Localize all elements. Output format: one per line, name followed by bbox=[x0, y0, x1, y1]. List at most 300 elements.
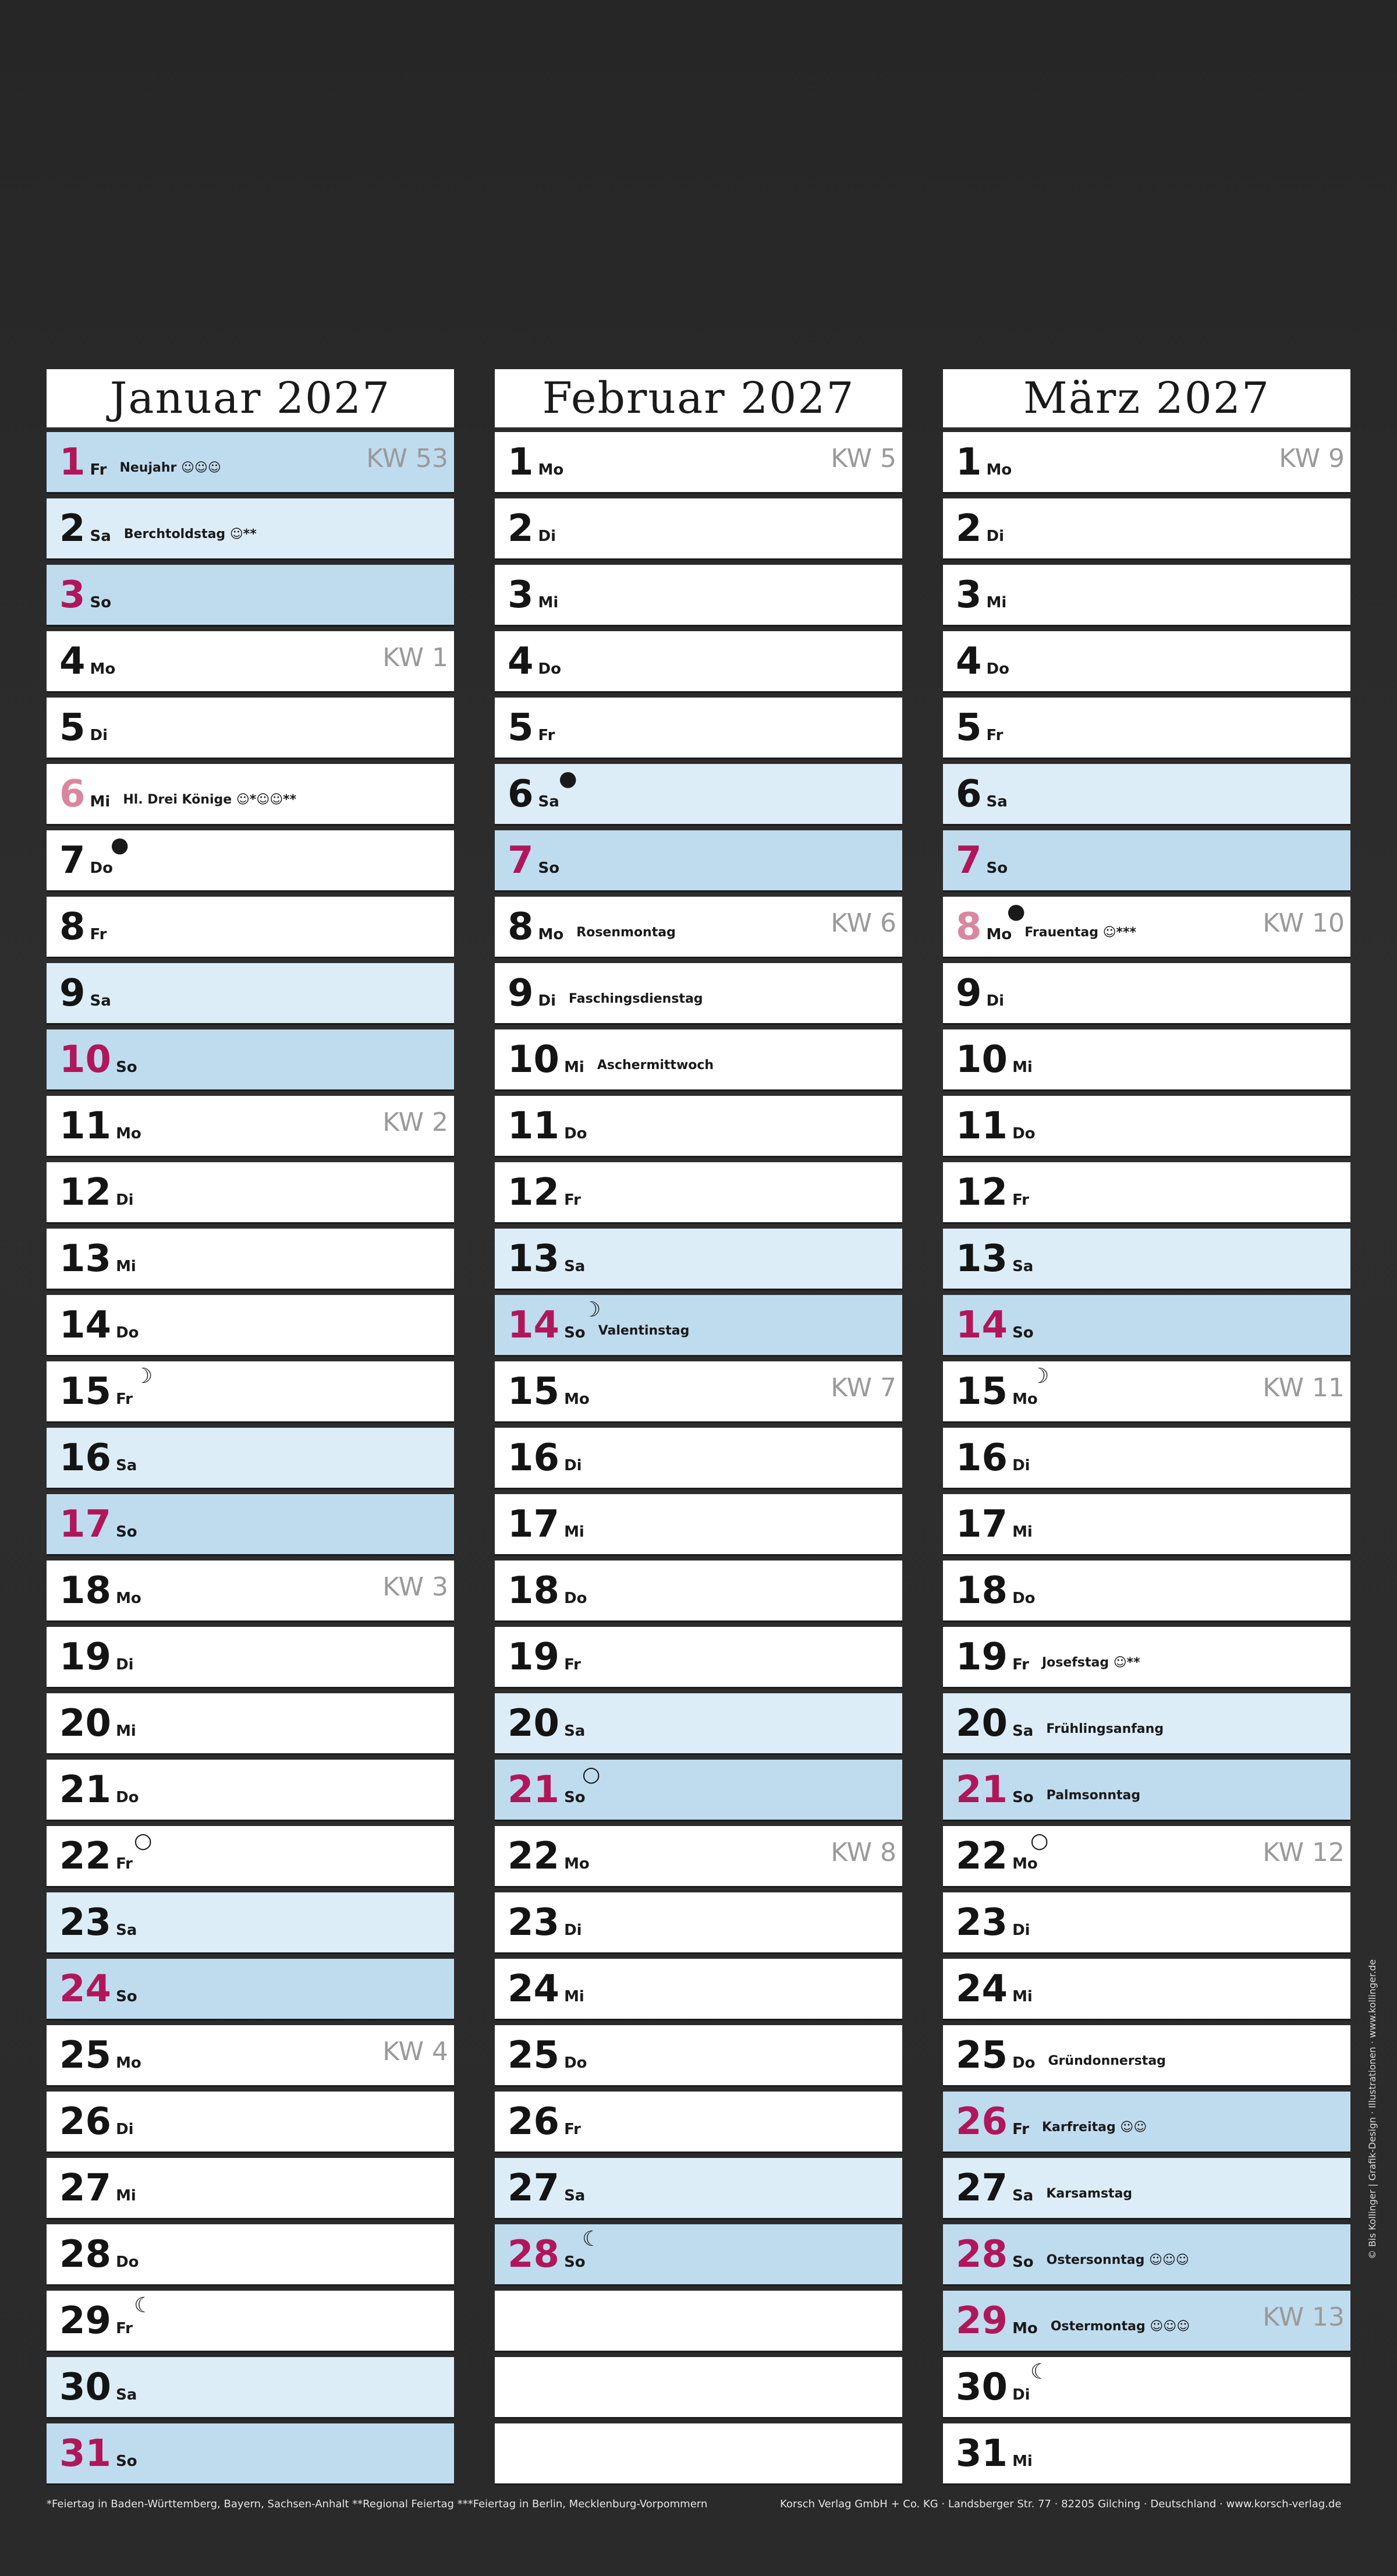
weekday-label: Mi bbox=[1012, 1058, 1033, 1076]
weekday-label: So bbox=[116, 1523, 137, 1541]
weekday-label: So bbox=[1012, 1788, 1034, 1806]
day-number: 13 bbox=[508, 1237, 560, 1280]
day-row bbox=[943, 2158, 1350, 2220]
holiday-note: Frauentag ☺*** bbox=[1024, 925, 1137, 940]
day-row bbox=[47, 1693, 454, 1755]
day-number: 18 bbox=[956, 1569, 1008, 1612]
day-number: 23 bbox=[508, 1901, 560, 1944]
weekday-label: Sa bbox=[564, 1257, 586, 1275]
day-row bbox=[943, 1428, 1350, 1489]
moon-phase-icon: ☾ bbox=[1030, 2360, 1049, 2384]
day-number: 1 bbox=[508, 440, 534, 484]
day-number: 11 bbox=[508, 1104, 560, 1148]
calendar-week-label: KW 5 bbox=[831, 444, 896, 473]
day-row bbox=[943, 1826, 1350, 1888]
day-number: 7 bbox=[508, 838, 534, 882]
day-number: 8 bbox=[956, 905, 982, 949]
month-column bbox=[47, 369, 454, 2490]
day-row bbox=[47, 2025, 454, 2087]
day-row bbox=[943, 432, 1350, 494]
weekday-label: Mi bbox=[116, 1257, 136, 1275]
day-row bbox=[943, 1295, 1350, 1357]
day-number: 1 bbox=[956, 440, 982, 484]
day-number: 20 bbox=[508, 1701, 560, 1745]
day-row bbox=[943, 1693, 1350, 1755]
day-row bbox=[495, 1295, 902, 1357]
weekday-label: Fr bbox=[1012, 1655, 1029, 1673]
day-number: 19 bbox=[508, 1635, 560, 1679]
weekday-label: So bbox=[986, 859, 1008, 877]
day-number: 17 bbox=[508, 1502, 560, 1546]
day-number: 27 bbox=[956, 2166, 1008, 2210]
weekday-label: So bbox=[564, 2253, 586, 2271]
weekday-label: So bbox=[116, 1987, 137, 2005]
day-row bbox=[495, 1096, 902, 1158]
day-number: 23 bbox=[956, 1901, 1008, 1944]
day-row bbox=[495, 1826, 902, 1888]
weekday-label: Mo bbox=[116, 2054, 141, 2072]
holiday-note: Valentinstag bbox=[598, 1324, 690, 1338]
design-credit: © Bis Kollinger | Grafik-Design · Illustrationen · www.kollinger.de bbox=[1367, 1959, 1378, 2259]
weekday-label: So bbox=[116, 1058, 137, 1076]
day-number: 31 bbox=[956, 2432, 1008, 2475]
moon-phase-icon: ☽ bbox=[1030, 1364, 1049, 1388]
day-number: 4 bbox=[508, 639, 534, 683]
weekday-label: Mi bbox=[564, 1058, 584, 1076]
moon-phase-icon: ☾ bbox=[134, 2294, 153, 2317]
day-row bbox=[495, 764, 902, 826]
day-row bbox=[943, 1959, 1350, 2021]
weekday-label: Di bbox=[90, 726, 108, 744]
weekday-label: Mi bbox=[1012, 1987, 1033, 2005]
day-row bbox=[943, 1627, 1350, 1689]
day-number: 28 bbox=[956, 2232, 1008, 2276]
weekday-label: Sa bbox=[90, 527, 111, 545]
weekday-label: So bbox=[564, 1788, 586, 1806]
holiday-note: Palmsonntag bbox=[1046, 1788, 1141, 1803]
day-number: 6 bbox=[956, 772, 982, 816]
weekday-label: Mi bbox=[90, 792, 111, 811]
day-number: 13 bbox=[59, 1237, 112, 1280]
moon-phase-icon: ☽ bbox=[134, 1364, 153, 1388]
calendar-week-label: KW 9 bbox=[1279, 444, 1345, 473]
day-row bbox=[943, 1029, 1350, 1091]
day-number: 2 bbox=[956, 507, 982, 550]
day-number: 8 bbox=[59, 905, 86, 949]
weekday-label: Mo bbox=[116, 1589, 141, 1607]
day-number: 14 bbox=[956, 1303, 1008, 1347]
day-row bbox=[47, 1229, 454, 1290]
day-row bbox=[943, 764, 1350, 826]
day-row bbox=[943, 698, 1350, 759]
weekday-label: Fr bbox=[90, 925, 107, 943]
weekday-label: Mo bbox=[90, 660, 116, 678]
holiday-note: Faschingsdienstag bbox=[569, 992, 703, 1006]
weekday-label: Mi bbox=[116, 1722, 136, 1740]
weekday-label: Sa bbox=[116, 2386, 137, 2404]
day-row bbox=[495, 432, 902, 494]
day-number: 9 bbox=[59, 971, 86, 1015]
day-number: 2 bbox=[59, 507, 86, 550]
weekday-label: Di bbox=[564, 1456, 582, 1474]
day-row bbox=[47, 1494, 454, 1556]
day-row bbox=[495, 1959, 902, 2021]
day-number: 9 bbox=[956, 971, 982, 1015]
weekday-label: Mo bbox=[1012, 2319, 1038, 2337]
weekday-label: So bbox=[1012, 1324, 1034, 1342]
weekday-label: Di bbox=[116, 2120, 134, 2138]
day-row bbox=[495, 2224, 902, 2286]
day-number: 21 bbox=[508, 1768, 560, 1811]
day-number: 3 bbox=[59, 573, 86, 617]
weekday-label: Mo bbox=[986, 925, 1012, 943]
day-number: 26 bbox=[59, 2100, 112, 2143]
moon-phase-icon: ● bbox=[1007, 900, 1026, 923]
day-row bbox=[47, 498, 454, 560]
day-row bbox=[495, 1162, 902, 1224]
weekday-label: Sa bbox=[1012, 1722, 1034, 1740]
day-number: 6 bbox=[59, 772, 86, 816]
holiday-note: Karsamstag bbox=[1046, 2186, 1133, 2201]
day-row bbox=[495, 1428, 902, 1489]
weekday-label: Fr bbox=[90, 461, 107, 479]
weekday-label: Do bbox=[116, 1324, 139, 1342]
day-number: 3 bbox=[508, 573, 534, 617]
day-number: 27 bbox=[59, 2166, 112, 2210]
day-number: 11 bbox=[956, 1104, 1008, 1148]
day-number: 16 bbox=[59, 1436, 112, 1480]
day-number: 29 bbox=[956, 2299, 1008, 2343]
day-row bbox=[47, 1162, 454, 1224]
day-row bbox=[47, 2291, 454, 2352]
day-number: 27 bbox=[508, 2166, 560, 2210]
day-number: 1 bbox=[59, 440, 86, 484]
day-row bbox=[47, 1029, 454, 1091]
day-number: 13 bbox=[956, 1237, 1008, 1280]
weekday-label: Di bbox=[116, 1191, 134, 1209]
weekday-label: Do bbox=[564, 2054, 587, 2072]
weekday-label: Do bbox=[1012, 2054, 1036, 2072]
holiday-note: Ostersonntag ☺☺☺ bbox=[1046, 2253, 1189, 2267]
day-number: 17 bbox=[956, 1502, 1008, 1546]
weekday-label: Fr bbox=[116, 1855, 133, 1873]
weekday-label: Di bbox=[538, 992, 556, 1010]
weekday-label: Mo bbox=[564, 1855, 590, 1873]
day-number: 5 bbox=[956, 706, 982, 749]
weekday-label: Do bbox=[986, 660, 1009, 678]
moon-phase-icon: ☽ bbox=[582, 1298, 601, 1322]
calendar-week-label: KW 4 bbox=[382, 2037, 448, 2067]
holiday-note: Frühlingsanfang bbox=[1046, 1722, 1164, 1736]
day-number: 20 bbox=[59, 1701, 112, 1745]
weekday-label: Di bbox=[1012, 1921, 1030, 1939]
day-number: 14 bbox=[508, 1303, 560, 1347]
weekday-label: So bbox=[1012, 2253, 1034, 2271]
day-number: 28 bbox=[508, 2232, 560, 2276]
weekday-label: So bbox=[90, 593, 112, 611]
day-number: 22 bbox=[956, 1834, 1008, 1878]
month-title: Februar 2027 bbox=[495, 369, 902, 427]
weekday-label: Mi bbox=[564, 1523, 584, 1541]
day-number: 26 bbox=[956, 2100, 1008, 2143]
day-row bbox=[943, 498, 1350, 560]
holiday-note: Josefstag ☺** bbox=[1041, 1655, 1140, 1670]
moon-phase-icon: ☾ bbox=[582, 2227, 601, 2251]
day-number: 24 bbox=[956, 1967, 1008, 2011]
day-row bbox=[943, 565, 1350, 627]
weekday-label: Sa bbox=[1012, 1257, 1034, 1275]
weekday-label: Sa bbox=[538, 792, 559, 811]
weekday-label: Fr bbox=[1012, 2120, 1029, 2138]
day-row bbox=[47, 764, 454, 826]
day-row bbox=[495, 631, 902, 693]
day-number: 15 bbox=[508, 1370, 560, 1413]
weekday-label: Do bbox=[116, 2253, 139, 2271]
day-number: 2 bbox=[508, 507, 534, 550]
footer-notes: *Feiertag in Baden-Württemberg, Bayern, Sachsen-Anhalt **Regional Feiertag ***Feiertag in Berlin, Mecklenburg-Vorpommern bbox=[47, 2498, 708, 2510]
holiday-note: Berchtoldstag ☺** bbox=[123, 527, 257, 542]
day-row bbox=[495, 2025, 902, 2087]
day-number: 5 bbox=[508, 706, 534, 749]
weekday-label: Mi bbox=[1012, 2452, 1033, 2470]
day-number: 16 bbox=[956, 1436, 1008, 1480]
calendar-week-label: KW 1 bbox=[382, 643, 448, 673]
day-row bbox=[495, 963, 902, 1025]
weekday-label: Sa bbox=[564, 2186, 586, 2205]
publisher-info: Korsch Verlag GmbH + Co. KG · Landsberger Str. 77 · 82205 Gilching · Deutschland · www.korsch-verlag.de bbox=[780, 2498, 1342, 2510]
day-row bbox=[943, 830, 1350, 892]
day-row bbox=[495, 1029, 902, 1091]
weekday-label: Fr bbox=[564, 1655, 581, 1673]
day-row bbox=[495, 1760, 902, 1821]
day-row bbox=[495, 1561, 902, 1622]
day-number: 26 bbox=[508, 2100, 560, 2143]
day-number: 24 bbox=[508, 1967, 560, 2011]
month-column bbox=[943, 369, 1350, 2490]
day-row bbox=[495, 1494, 902, 1556]
weekday-label: Mo bbox=[986, 461, 1012, 479]
day-row bbox=[47, 2224, 454, 2286]
holiday-note: Rosenmontag bbox=[576, 925, 676, 940]
day-row bbox=[47, 830, 454, 892]
weekday-label: Do bbox=[90, 859, 113, 877]
day-row bbox=[47, 1892, 454, 1954]
weekday-label: Sa bbox=[1012, 2186, 1034, 2205]
day-number: 10 bbox=[508, 1038, 560, 1081]
weekday-label: Mi bbox=[538, 593, 559, 611]
weekday-label: Do bbox=[564, 1124, 587, 1142]
day-row bbox=[495, 1693, 902, 1755]
day-row bbox=[47, 1295, 454, 1357]
day-row bbox=[47, 1627, 454, 1689]
month-title: Januar 2027 bbox=[47, 369, 454, 427]
weekday-label: Sa bbox=[986, 792, 1008, 811]
calendar-week-label: KW 6 bbox=[831, 908, 896, 938]
day-row bbox=[943, 2224, 1350, 2286]
day-row bbox=[47, 432, 454, 494]
day-row bbox=[47, 698, 454, 759]
weekday-label: Fr bbox=[564, 2120, 581, 2138]
day-row bbox=[47, 1096, 454, 1158]
weekday-label: Sa bbox=[564, 1722, 586, 1740]
day-row bbox=[943, 1892, 1350, 1954]
day-row bbox=[943, 1162, 1350, 1224]
day-number: 21 bbox=[59, 1768, 112, 1811]
day-row bbox=[943, 1561, 1350, 1622]
weekday-label: Mi bbox=[986, 593, 1007, 611]
day-number: 14 bbox=[59, 1303, 112, 1347]
weekday-label: Fr bbox=[538, 726, 555, 744]
weekday-label: Mo bbox=[116, 1124, 141, 1142]
calendar-week-label: KW 53 bbox=[366, 444, 448, 473]
day-number: 12 bbox=[956, 1170, 1008, 1214]
day-row bbox=[495, 830, 902, 892]
day-number: 28 bbox=[59, 2232, 112, 2276]
weekday-label: Di bbox=[116, 1655, 134, 1673]
day-row bbox=[47, 1826, 454, 1888]
day-row bbox=[943, 2092, 1350, 2153]
day-row bbox=[495, 698, 902, 759]
day-row bbox=[943, 1760, 1350, 1821]
day-number: 6 bbox=[508, 772, 534, 816]
day-row bbox=[47, 1428, 454, 1489]
day-number: 23 bbox=[59, 1901, 112, 1944]
moon-phase-icon: ● bbox=[559, 767, 577, 791]
day-number: 15 bbox=[59, 1370, 112, 1413]
day-number: 25 bbox=[508, 2033, 560, 2077]
weekday-label: Mo bbox=[1012, 1390, 1038, 1408]
day-row bbox=[47, 2158, 454, 2220]
weekday-label: Do bbox=[116, 1788, 139, 1806]
holiday-note: Gründonnerstag bbox=[1048, 2054, 1166, 2068]
day-row bbox=[495, 897, 902, 958]
weekday-label: Do bbox=[564, 1589, 587, 1607]
weekday-label: Di bbox=[538, 527, 556, 545]
day-row bbox=[943, 2291, 1350, 2352]
weekday-label: So bbox=[116, 2452, 137, 2470]
day-row bbox=[943, 1361, 1350, 1423]
day-row bbox=[495, 2158, 902, 2220]
day-number: 7 bbox=[59, 838, 86, 882]
weekday-label: Sa bbox=[116, 1921, 137, 1939]
month-title: März 2027 bbox=[943, 369, 1350, 427]
day-row bbox=[943, 2025, 1350, 2087]
day-number: 25 bbox=[59, 2033, 112, 2077]
calendar-week-label: KW 10 bbox=[1263, 908, 1345, 938]
weekday-label: Di bbox=[564, 1921, 582, 1939]
calendar-week-label: KW 13 bbox=[1263, 2302, 1345, 2332]
empty-day-row bbox=[495, 2291, 902, 2352]
day-number: 9 bbox=[508, 971, 534, 1015]
day-number: 22 bbox=[508, 1834, 560, 1878]
day-number: 4 bbox=[956, 639, 982, 683]
day-row bbox=[47, 2423, 454, 2485]
weekday-label: Fr bbox=[564, 1191, 581, 1209]
holiday-note: Hl. Drei Könige ☺*☺☺** bbox=[123, 792, 297, 807]
day-row bbox=[47, 565, 454, 627]
weekday-label: Mo bbox=[538, 461, 564, 479]
day-row bbox=[495, 1361, 902, 1423]
weekday-label: Fr bbox=[986, 726, 1004, 744]
weekday-label: Fr bbox=[1012, 1191, 1029, 1209]
day-number: 3 bbox=[956, 573, 982, 617]
day-row bbox=[943, 1494, 1350, 1556]
day-number: 30 bbox=[956, 2365, 1008, 2409]
empty-day-row bbox=[495, 2423, 902, 2485]
day-row bbox=[495, 1229, 902, 1290]
calendar-week-label: KW 2 bbox=[382, 1107, 448, 1137]
weekday-label: Mi bbox=[1012, 1523, 1033, 1541]
weekday-label: Sa bbox=[90, 992, 111, 1010]
day-number: 30 bbox=[59, 2365, 112, 2409]
weekday-label: Do bbox=[1012, 1124, 1036, 1142]
moon-phase-icon: ● bbox=[111, 833, 129, 857]
day-row bbox=[47, 1959, 454, 2021]
weekday-label: So bbox=[564, 1324, 586, 1342]
holiday-note: Neujahr ☺☺☺ bbox=[119, 461, 221, 475]
weekday-label: Mi bbox=[116, 2186, 136, 2205]
moon-phase-icon: ○ bbox=[582, 1763, 601, 1786]
calendar-week-label: KW 8 bbox=[831, 1838, 896, 1867]
calendar-week-label: KW 3 bbox=[382, 1572, 448, 1602]
day-row bbox=[47, 631, 454, 693]
day-row bbox=[943, 1096, 1350, 1158]
day-number: 29 bbox=[59, 2299, 112, 2343]
day-row bbox=[47, 2092, 454, 2153]
day-row bbox=[943, 897, 1350, 958]
day-number: 10 bbox=[59, 1038, 112, 1081]
day-row bbox=[47, 2357, 454, 2419]
day-number: 7 bbox=[956, 838, 982, 882]
day-row bbox=[495, 565, 902, 627]
day-number: 19 bbox=[59, 1635, 112, 1679]
day-number: 16 bbox=[508, 1436, 560, 1480]
day-number: 15 bbox=[956, 1370, 1008, 1413]
day-row bbox=[495, 498, 902, 560]
weekday-label: Mi bbox=[564, 1987, 584, 2005]
calendar-week-label: KW 11 bbox=[1263, 1373, 1345, 1403]
day-number: 18 bbox=[59, 1569, 112, 1612]
weekday-label: Mo bbox=[1012, 1855, 1038, 1873]
holiday-note: Karfreitag ☺☺ bbox=[1041, 2120, 1147, 2135]
day-number: 8 bbox=[508, 905, 534, 949]
day-number: 20 bbox=[956, 1701, 1008, 1745]
day-row bbox=[943, 1229, 1350, 1290]
weekday-label: Di bbox=[1012, 2386, 1030, 2404]
day-row bbox=[47, 963, 454, 1025]
weekday-label: Mo bbox=[564, 1390, 590, 1408]
holiday-note: Aschermittwoch bbox=[597, 1058, 714, 1073]
day-row bbox=[495, 1892, 902, 1954]
moon-phase-icon: ○ bbox=[134, 1829, 153, 1853]
day-row bbox=[47, 897, 454, 958]
day-row bbox=[943, 2357, 1350, 2419]
day-number: 17 bbox=[59, 1502, 112, 1546]
day-number: 19 bbox=[956, 1635, 1008, 1679]
month-column bbox=[495, 369, 902, 2490]
day-number: 21 bbox=[956, 1768, 1008, 1811]
day-number: 12 bbox=[59, 1170, 112, 1214]
day-number: 4 bbox=[59, 639, 86, 683]
day-number: 12 bbox=[508, 1170, 560, 1214]
day-row bbox=[943, 631, 1350, 693]
day-number: 10 bbox=[956, 1038, 1008, 1081]
day-row bbox=[47, 1561, 454, 1622]
day-number: 5 bbox=[59, 706, 86, 749]
weekday-label: Mo bbox=[538, 925, 564, 943]
weekday-label: So bbox=[538, 859, 560, 877]
day-row bbox=[495, 1627, 902, 1689]
